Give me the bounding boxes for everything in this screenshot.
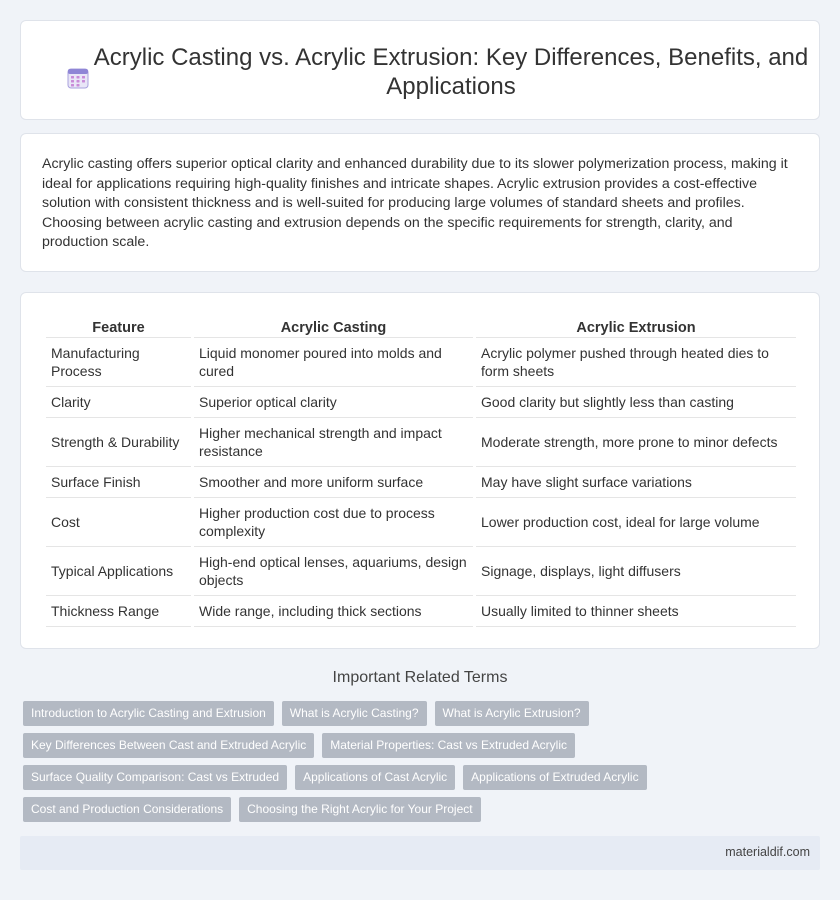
table-row (46, 547, 796, 596)
row-extrusion-cell: Signage, displays, light diffusers (476, 547, 796, 596)
row-feature-cell: Strength & Durability (46, 418, 191, 467)
row-feature-cell: Thickness Range (46, 596, 191, 627)
table-row (46, 498, 796, 547)
table-row (46, 338, 796, 387)
table-row (46, 387, 796, 418)
row-casting-cell: Liquid monomer poured into molds and cured (194, 338, 473, 387)
comparison-table (43, 316, 799, 627)
table-row (46, 596, 796, 627)
table-header-row (46, 316, 796, 338)
tag-row (23, 733, 783, 758)
related-tag[interactable]: Applications of Cast Acrylic (295, 765, 455, 790)
row-feature-cell: Clarity (46, 387, 191, 418)
row-casting-cell: Wide range, including thick sections (194, 596, 473, 627)
table-row (46, 418, 796, 467)
related-tag[interactable]: What is Acrylic Extrusion? (435, 701, 589, 726)
related-tag[interactable]: Cost and Production Considerations (23, 797, 231, 822)
row-extrusion-cell: Lower production cost, ideal for large volume (476, 498, 796, 547)
row-casting-cell: Superior optical clarity (194, 387, 473, 418)
header-feature: Feature (46, 316, 191, 338)
tag-row (23, 765, 783, 790)
title-card (20, 20, 820, 120)
table-row (46, 467, 796, 498)
related-tag[interactable]: Material Properties: Cast vs Extruded Acrylic (322, 733, 575, 758)
related-terms-tags (23, 701, 783, 829)
related-tag[interactable]: Introduction to Acrylic Casting and Extrusion (23, 701, 274, 726)
related-tag[interactable]: Surface Quality Comparison: Cast vs Extruded (23, 765, 287, 790)
tag-row (23, 797, 783, 822)
row-casting-cell: High-end optical lenses, aquariums, design objects (194, 547, 473, 596)
related-tag[interactable]: Applications of Extruded Acrylic (463, 765, 646, 790)
row-extrusion-cell: Moderate strength, more prone to minor defects (476, 418, 796, 467)
page-title: Acrylic Casting vs. Acrylic Extrusion: Key Differences, Benefits, and Applications (93, 44, 809, 100)
footer-site-link[interactable]: materialdif.com (725, 845, 810, 859)
intro-paragraph: Acrylic casting offers superior optical clarity and enhanced durability due to its slower polymerization process, making it ideal for applications requiring high-quality finishes and intricate shapes. Acrylic extrusion provides a cost-effective solution with consistent thickness and is well-suited for producing large volumes of standard sheets and profiles. Choosing between acrylic casting and extrusion depends on the specific requirements for strength, clarity, and production scale. (42, 156, 788, 250)
intro-card (20, 133, 820, 272)
row-feature-cell: Manufacturing Process (46, 338, 191, 387)
related-tag[interactable]: What is Acrylic Casting? (282, 701, 427, 726)
related-terms-title: Important Related Terms (332, 669, 508, 686)
row-casting-cell: Higher mechanical strength and impact resistance (194, 418, 473, 467)
row-extrusion-cell: Acrylic polymer pushed through heated dies to form sheets (476, 338, 796, 387)
row-casting-cell: Higher production cost due to process complexity (194, 498, 473, 547)
tag-row (23, 701, 783, 726)
related-tag[interactable]: Choosing the Right Acrylic for Your Project (239, 797, 480, 822)
row-extrusion-cell: Usually limited to thinner sheets (476, 596, 796, 627)
row-extrusion-cell: May have slight surface variations (476, 467, 796, 498)
related-tag[interactable]: Key Differences Between Cast and Extruded Acrylic (23, 733, 314, 758)
header-acrylic-extrusion: Acrylic Extrusion (476, 316, 796, 338)
row-feature-cell: Typical Applications (46, 547, 191, 596)
comparison-table-card (20, 292, 820, 649)
row-casting-cell: Smoother and more uniform surface (194, 467, 473, 498)
row-feature-cell: Surface Finish (46, 467, 191, 498)
footer (20, 836, 820, 870)
row-extrusion-cell: Good clarity but slightly less than casting (476, 387, 796, 418)
header-acrylic-casting: Acrylic Casting (194, 316, 473, 338)
row-feature-cell: Cost (46, 498, 191, 547)
